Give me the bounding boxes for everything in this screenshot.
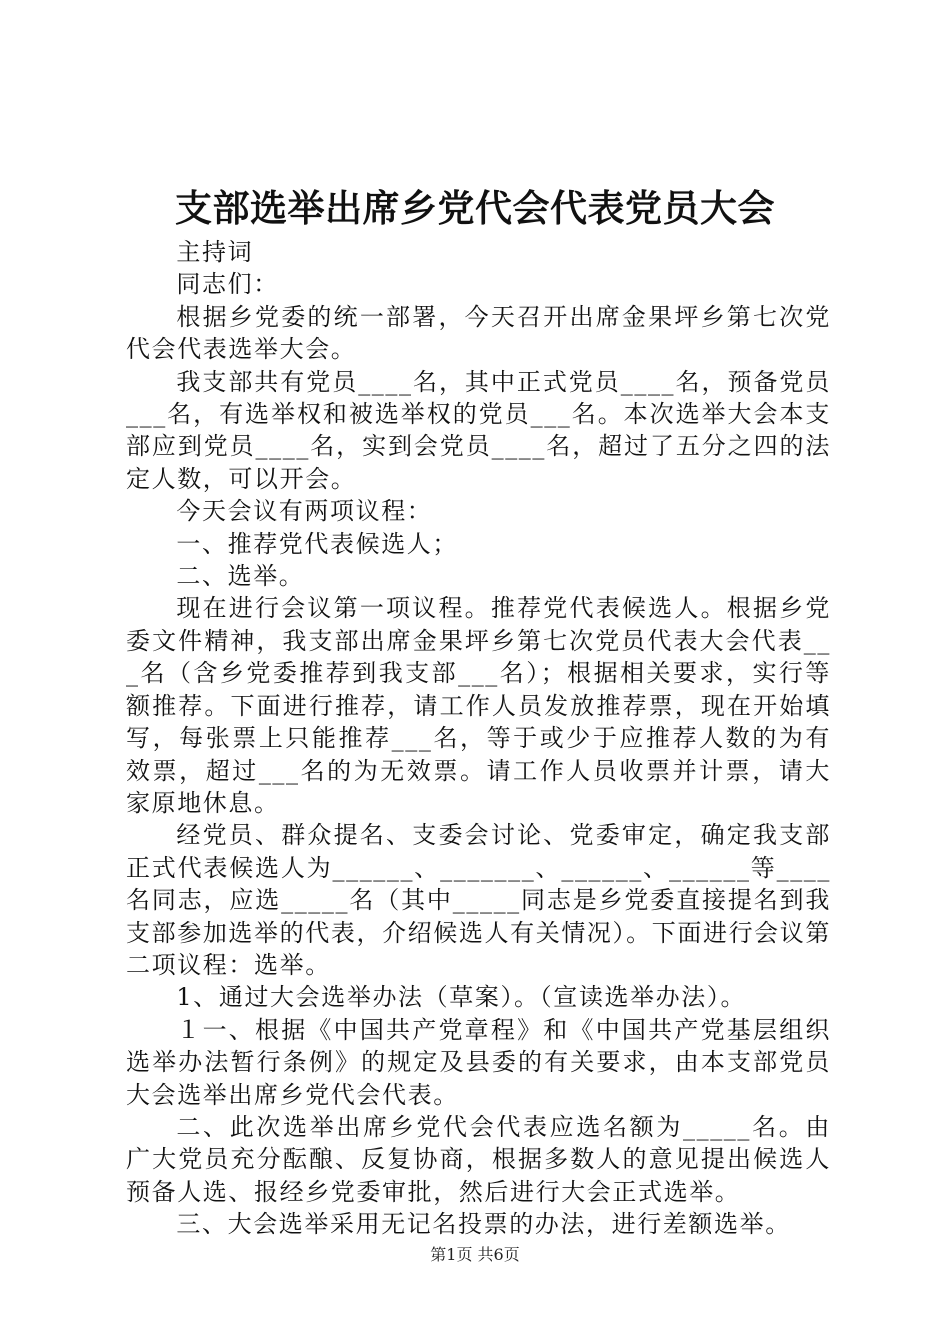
paragraph-host-speech: 主持词 bbox=[176, 238, 254, 266]
paragraph-nomination: 现在进行会议第一项议程。推荐党代表候选人。根据乡党委文件精神，我支部出席金果坪乡第七次党员代表大会代表___名（含乡党委推荐到我支部___名）；根据相关要求，实行等额推荐。下面进行推荐，请工作人员发放推荐票，现在开始填写，每张票上只能推荐___名，等于或少于应推荐人数的为有效票，超过___名的为无效票。请工作人员收票并计票，请大家原地休息。 bbox=[126, 594, 831, 817]
document-body bbox=[126, 236, 831, 1241]
document-title: 支部选举出席乡党代会代表党员大会 bbox=[175, 187, 775, 230]
paragraph-rule-2: 二、此次选举出席乡党代会代表应选名额为_____名。由广大党员充分酝酿、反复协商，根据多数人的意见提出候选人预备人选、报经乡党委审批，然后进行大会正式选举。 bbox=[126, 1112, 831, 1206]
paragraph-agenda-intro: 今天会议有两项议程： bbox=[176, 497, 433, 526]
paragraph-intro: 根据乡党委的统一部署，今天召开出席金果坪乡第七次党代会代表选举大会。 bbox=[126, 302, 831, 364]
paragraph-candidates: 经党员、群众提名、支委会讨论、党委审定，确定我支部正式代表候选人为______、_______、______、______等____名同志，应选_____名（其中_____同志是乡党委直接提名到我支部参加选举的代表，介绍候选人有关情况）。下面进行会议第二项议程：选举。 bbox=[126, 821, 831, 979]
paragraph-attendance: 我支部共有党员____名，其中正式党员____名，预备党员___名，有选举权和被选举权的党员___名。本次选举大会本支部应到党员____名，实到会党员____名，超过了五分之四的法定人数，可以开会。 bbox=[126, 367, 831, 493]
page-footer: 第1页 共6页 bbox=[430, 1245, 520, 1264]
paragraph-rule-3: 三、大会选举采用无记名投票的办法，进行差额选举。 bbox=[176, 1210, 791, 1239]
paragraph-agenda-item-1: 一、推荐党代表候选人； bbox=[176, 529, 458, 558]
paragraph-agenda-item-2: 二、选举。 bbox=[176, 562, 305, 591]
paragraph-election-method: 1、通过大会选举办法（草案）。（宣读选举办法）。 bbox=[176, 983, 747, 1012]
paragraph-rule-1: １一、根据《中国共产党章程》和《中国共产党基层组织选举办法暂行条例》的规定及县委的有关要求，由本支部党员大会选举出席乡党代会代表。 bbox=[126, 1015, 831, 1109]
paragraph-greeting: 同志们： bbox=[176, 270, 279, 299]
